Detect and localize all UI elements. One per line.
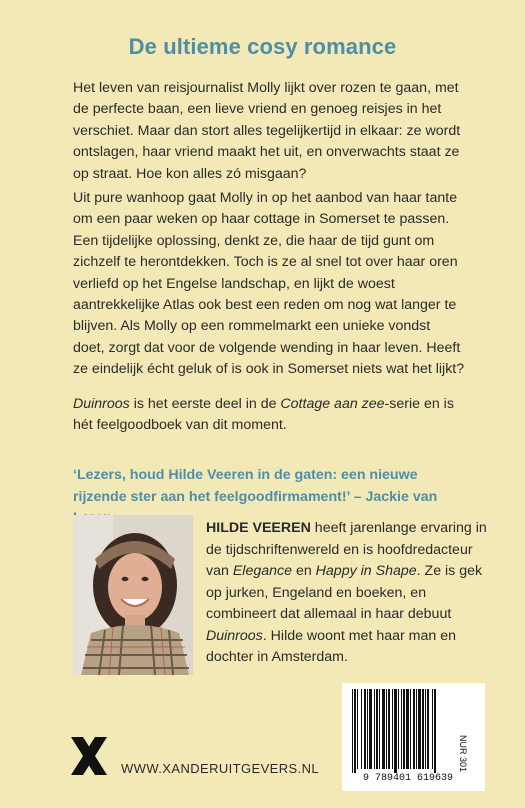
blurb-paragraph-1: Het leven van reisjournalist Molly lijkt over rozen te gaan, met de perfecte baan, een lieve vriend en genoeg reisjes in het verschiet. Maar dan stort alles tegelijkertijd in elkaar: ze wordt ontslagen, haar vriend maakt het uit, en onverwachts staat ze op straat. Hoe kon alles zó misgaan? [73,80,461,182]
barcode-bar [413,689,415,769]
barcode-bar [410,689,411,769]
barcode-bar [352,689,353,773]
isbn-number: 9 789401 619639 [362,773,453,784]
barcode-bar [376,689,378,769]
bio-text: heeft jarenlange ervaring in de tijdschriftenwereld en is hoofdredacteur van [206,520,487,579]
blurb-paragraph-3 [73,394,465,437]
bio-text: . Ze is gek op jurken, Engeland en boeken, en combineert dat allemaal in haar debuut [206,563,483,622]
publisher-url[interactable]: WWW.XANDERUITGEVERS.NL [121,761,320,776]
barcode-panel [342,683,485,791]
barcode-bar [354,689,356,773]
blurb-paragraph-2: Uit pure wanhoop gaat Molly in op het aanbod van haar tante om een paar weken op haar cottage in Somerset te passen. Een tijdelijke oplossing, denkt ze, die haar de tijd gunt om zichzelf te herontdekken. Toch is ze al snel tot over haar oren verliefd op het Engelse landschap, en lijkt de woest aantrekkelijke Atlas ook best een reden om nog wat langer te blijven. Als Molly op een rommelmarkt een unieke vondst doet, zorgt dat voor de volgende wending in haar leven. Heeft ze eindelijk écht geluk of is ook in Somerset niets wat het lijkt? [73,190,465,378]
barcode-bar [386,689,387,769]
barcode-bar [364,689,366,769]
barcode-bar [403,689,405,769]
barcode-bar [394,689,397,773]
bio-text: en [292,563,316,579]
barcode-bar [367,689,368,769]
barcode-bar [369,689,372,769]
barcode-bar [388,689,390,769]
cover-headline: De ultieme cosy romance [128,34,397,59]
barcode-bar [422,689,424,769]
book-title-italic: Duinroos [73,396,130,412]
barcode-bar [425,689,426,769]
barcode-bar [427,689,429,769]
author-name: HILDE VEEREN [206,520,311,536]
barcode-bar [432,689,433,769]
barcode-bar [392,689,393,769]
barcode-bar [361,689,362,769]
nur-code: NUR 301 [458,735,468,773]
isbn-barcode [350,689,468,773]
barcode-bar [379,689,380,769]
magazine-title: Elegance [232,563,292,579]
blurb-text: is het eerste deel in de [129,396,281,412]
blurb-text: -serie en is hét feelgoodboek van dit moment. [73,396,454,434]
barcode-bar [401,689,402,769]
barcode-bar [416,689,417,769]
barcode-bar [406,689,409,769]
magazine-title: Happy in Shape [315,563,417,579]
author-bio [206,518,498,669]
barcode-bar [382,689,385,769]
barcode-bar [357,689,358,769]
bio-text: . Hilde woont met haar man en dochter in Amsterdam. [206,627,456,665]
barcode-bar [418,689,421,769]
debut-title: Duinroos [206,627,263,644]
xander-logo [69,735,109,783]
barcode-bar [434,689,436,773]
barcode-bar [374,689,375,769]
series-title-italic: Cottage aan zee [280,396,385,412]
author-photo [73,515,193,675]
review-quote: ‘Lezers, houd Hilde Veeren in de gaten: een nieuwe rijzende ster aan het feelgoodfirmament!’ – Jackie van [73,467,438,505]
barcode-bar [398,689,399,769]
